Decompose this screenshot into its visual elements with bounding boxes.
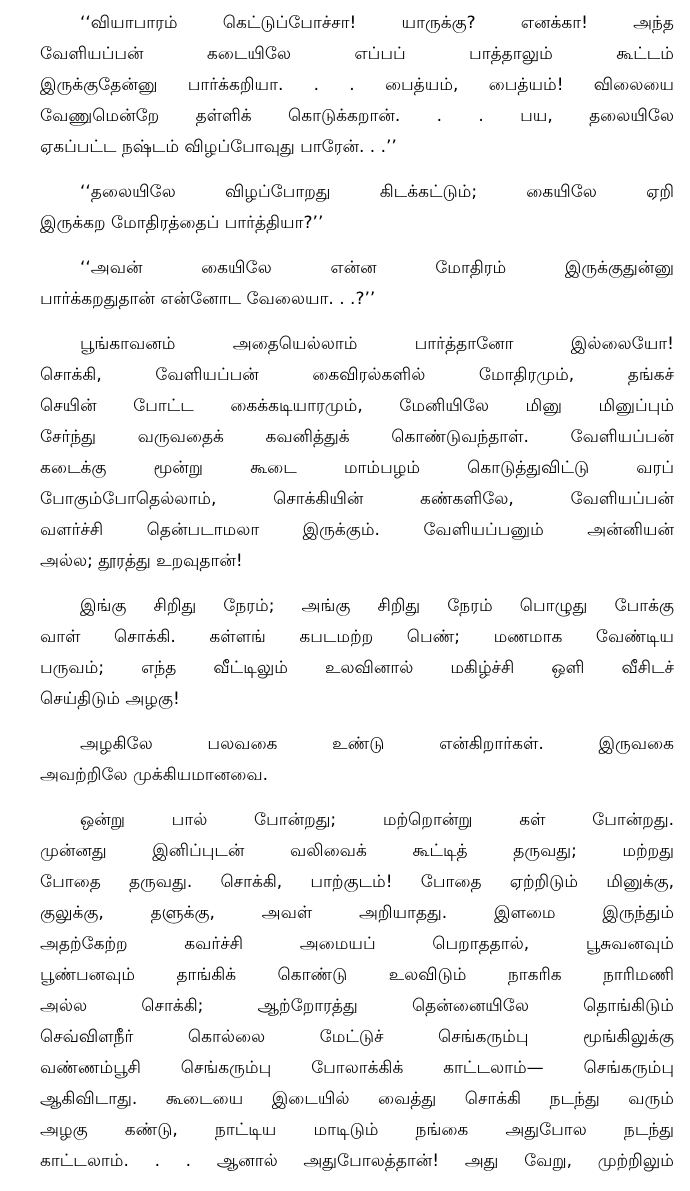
text-line: அழகு கண்டு, நாட்டிய மாடிடும் நங்கை அதுபோல நடந்து (40, 1120, 674, 1140)
text-line: அவற்றிலே முக்கியமானவை. (40, 765, 269, 785)
paragraph (40, 329, 674, 577)
paragraph (40, 253, 674, 315)
text-line: வளர்ச்சி தென்படாமலா இருக்கும். வேளியப்பனும் அன்னியன் (40, 520, 674, 540)
text-line: ஏகப்பட்ட நஷ்டம் விழப்போவுது பாரேன். . .’’ (40, 137, 397, 157)
text-line: சொக்கி, வேளியப்பன் கைவிரல்களில் மோதிரமும், தங்கச் (40, 365, 674, 385)
text-line: ‘‘தலையிலே விழப்போறது கிடக்கட்டும்; கையிலே ஏறி (80, 182, 674, 202)
text-line: சேர்ந்து வருவதைக் கவனித்துக் கொண்டுவந்தாள். வேளியப்பன் (40, 427, 674, 447)
text-line: ஆகிவிடாது. கூடையை இடையில் வைத்து சொக்கி நடந்து வரும் (40, 1089, 674, 1109)
text-line: இருக்கற மோதிரத்தைப் பார்த்தியா?’’ (40, 213, 324, 233)
text-line: போதை தருவது. சொக்கி, பாற்குடம்! போதை ஏற்றிடும் மினுக்கு, (40, 872, 674, 892)
paragraph (40, 591, 674, 715)
text-line: செயின் போட்ட கைக்கடியாரமும், மேனியிலே மினு மினுப்பும் (40, 396, 674, 416)
text-line: முன்னது இனிப்புடன் வலிவைக் கூட்டித் தருவது; மற்றது (40, 841, 674, 861)
text-line: வண்ணம்பூசி செங்கரும்பு போலாக்கிக் காட்டலாம்— செங்கரும்பு (40, 1058, 674, 1078)
text-line: பூண்பனவும் தாங்கிக் கொண்டு உலவிடும் நாகரிக நாரிமணி (40, 965, 674, 985)
text-line: அழகிலே பலவகை உண்டு என்கிறார்கள். இருவகை (80, 734, 674, 754)
text-line: கடைக்கு மூன்று கூடை மாம்பழம் கொடுத்துவிட்டு வரப் (40, 458, 674, 478)
text-line: செய்திடும் அழகு! (40, 689, 180, 709)
text-line: போகும்போதெல்லாம், சொக்கியின் கண்களிலே, வேளியப்பன் (40, 489, 674, 509)
paragraph (40, 805, 674, 1177)
text-line: பார்க்கறதுதான் என்னோட வேலையா. . .?’’ (40, 289, 376, 309)
text-line: ‘‘அவன் கையிலே என்ன மோதிரம் இருக்குதுன்னு (80, 258, 674, 278)
book-page (40, 8, 674, 1191)
text-line: குலுக்கு, தளுக்கு, அவள் அறியாதது. இளமை இருந்தும் (40, 903, 674, 923)
text-line: காட்டலாம். . . ஆனால் அதுபோலத்தான்! அது வேறு, முற்றிலும் (40, 1151, 674, 1171)
text-line: அல்ல; தூரத்து உறவுதான்! (40, 551, 243, 571)
text-line: ஒன்று பால் போன்றது; மற்றொன்று கள் போன்றது. (80, 810, 674, 830)
paragraph (40, 8, 674, 163)
text-line: செவ்விளநீர் கொல்லை மேட்டுச் செங்கரும்பு மூங்கிலுக்கு (40, 1027, 674, 1047)
text-line: அதற்கேற்ற கவர்ச்சி அமையப் பெறாததால், பூசுவனவும் (40, 934, 674, 954)
text-line: பருவம்; எந்த வீட்டிலும் உலவினால் மகிழ்ச்சி ஒளி வீசிடச் (40, 658, 674, 678)
text-line: வேளியப்பன் கடையிலே எப்பப் பாத்தாலும் கூட்டம் (40, 44, 674, 64)
text-line: ‘‘வியாபாரம் கெட்டுப்போச்சா! யாருக்கு? எனக்கா! அந்த (80, 13, 674, 33)
text-line: பூங்காவனம் அதையெல்லாம் பார்த்தானோ இல்லையோ! (80, 334, 674, 354)
text-line: அல்ல சொக்கி; ஆற்றோரத்து தென்னையிலே தொங்கிடும் (40, 996, 674, 1016)
paragraph (40, 729, 674, 791)
text-line: இங்கு சிறிது நேரம்; அங்கு சிறிது நேரம் பொழுது போக்கு (80, 596, 674, 616)
text-line: வேணுமென்றே தள்ளிக் கொடுக்கறான். . . பய, தலையிலே (40, 106, 674, 126)
text-line: வாள் சொக்கி. கள்ளங் கபடமற்ற பெண்; மணமாக வேண்டிய (40, 627, 674, 647)
text-line: இருக்குதேன்னு பார்க்கறியா. . . பைத்யம், பைத்யம்! விலையை (40, 75, 674, 95)
paragraph (40, 177, 674, 239)
